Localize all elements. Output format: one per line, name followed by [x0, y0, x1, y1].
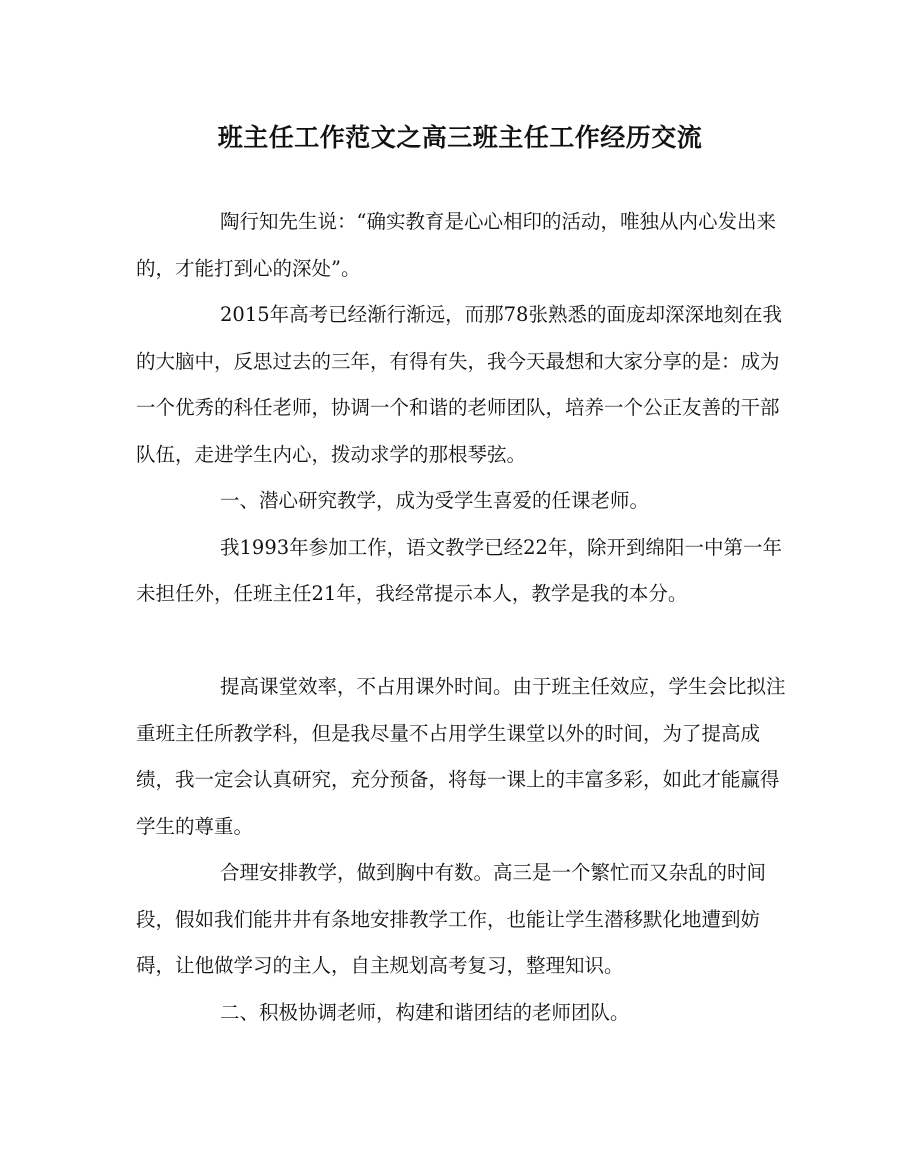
paragraph-quote: 陶行知先生说：“确实教育是心心相印的活动，唯独从内心发出来的，才能打到心的深处”。	[136, 210, 776, 280]
document-title: 班主任工作范文之高三班主任工作经历交流	[217, 123, 703, 152]
section-heading-1: 一、潜心研究教学，成为受学生喜爱的任课老师。	[220, 489, 650, 512]
paragraph-experience: 我1993年参加工作，语文教学已经22年，除开到绵阳一中第一年未担任外，任班主任21年，我经常提示本人，教学是我的本分。	[136, 535, 782, 605]
section-heading-2: 二、积极协调老师，构建和谐团结的老师团队。	[220, 1000, 630, 1024]
document-body	[136, 199, 792, 1036]
paragraph-planning: 合理安排教学，做到胸中有数。高三是一个繁忙而又杂乱的时间段，假如我们能井井有条地安排教学工作，也能让学生潜移默化地遭到妨碍，让他做学习的主人，自主规划高考复习，整理知识。	[136, 861, 767, 977]
paragraph-intro: 2015年高考已经渐行渐远，而那78张熟悉的面庞却深深地刻在我的大脑中，反思过去的三年，有得有失，我今天最想和大家分享的是：成为一个优秀的科任老师，协调一个和谐的老师团队，培养一个公正友善的干部队伍，走进学生内心，拨动求学的那根琴弦。	[136, 303, 782, 466]
blank-line	[136, 618, 792, 665]
paragraph-efficiency: 提高课堂效率，不占用课外时间。由于班主任效应，学生会比拟注重班主任所教学科，但是我尽量不占用学生课堂以外的时间，为了提高成绩，我一定会认真研究，充分预备，将每一课上的丰富多彩，如此才能赢得学生的尊重。	[136, 675, 786, 838]
